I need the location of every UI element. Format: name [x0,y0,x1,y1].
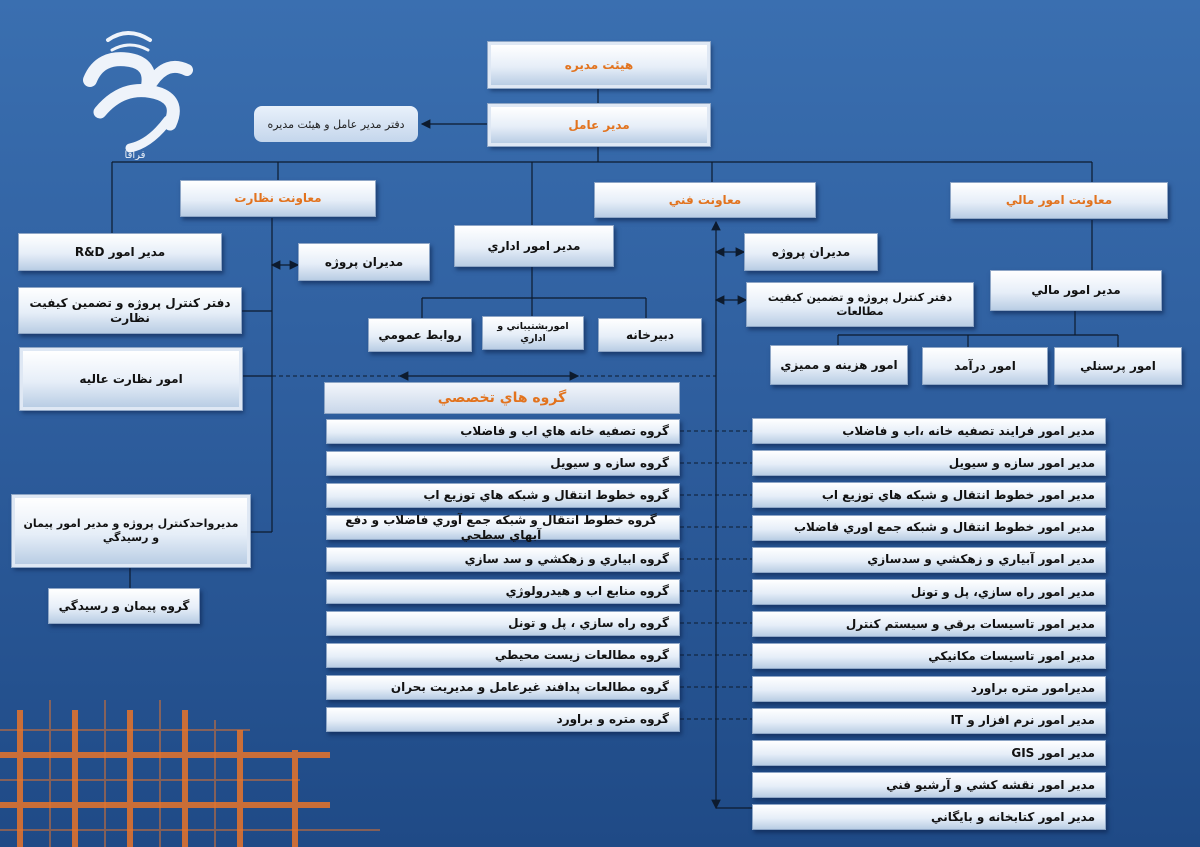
high-supervision-label: امور نظارت عاليه [79,371,183,386]
ceo-office-box[interactable] [254,106,418,142]
logo-text: فرافا [124,150,146,160]
technical-manager-item[interactable] [752,482,1106,508]
specialist-group-item[interactable] [326,707,680,732]
support-admin-label: اموربشتيباني و اداري [497,321,569,344]
specialist-group-item[interactable] [326,579,680,604]
specialist-group-label: گروه خطوط انتقال و شبكه جمع آوري فاضلاب و دفع آبهاي سطحي [345,512,657,542]
technical-manager-item[interactable] [752,611,1106,637]
contract-manager-label: مديرواحدكنترل پروژه و مدير امور پيمان و رسيدگي [23,517,239,544]
technical-manager-item[interactable] [752,676,1106,702]
specialist-group-label: گروه خطوط انتقال و شبكه هاي توزيع اب [423,488,669,502]
company-logo [60,20,210,160]
deputy-supervision-label: معاونت نظارت [234,191,322,205]
ceo-label: مدير عامل [568,117,630,132]
technical-manager-label: مدير امور GIS [1011,745,1095,760]
public-relations-label: روابط عمومي [378,327,462,342]
personnel-box[interactable] [1054,347,1182,385]
technical-manager-label: مدير امور تاسيسات مكانيكي [928,648,1095,663]
specialist-group-label: گروه تصفيه خانه هاي اب و فاضلاب [460,424,669,438]
specialist-group-label: گروه سازه و سيويل [550,456,669,470]
specialist-group-item[interactable] [326,512,680,542]
specialist-group-item[interactable] [326,483,680,508]
technical-project-managers-box[interactable] [744,233,878,271]
specialist-group-label: گروه مطالعات زيست محيطي [494,648,669,662]
technical-manager-label: مدير امور راه سازي، پل و تونل [910,584,1095,599]
technical-manager-label: مدير امور تاسيسات برقي و سيستم كنترل [845,616,1095,631]
technical-manager-item[interactable] [752,772,1106,798]
specialist-group-label: گروه منابع اب و هيدرولوژي [505,584,669,598]
specialist-groups-title: گروه هاي تخصصي [437,390,567,406]
deputy-finance-box[interactable] [950,182,1168,219]
support-admin-box[interactable] [482,316,584,350]
deputy-finance-label: معاونت امور مالي [1005,193,1113,207]
contract-manager-box[interactable] [12,495,250,567]
specialist-group-item[interactable] [326,419,680,444]
technical-manager-item[interactable] [752,579,1106,605]
contract-group-label: گروه پيمان و رسيدگي [58,598,190,613]
technical-manager-label: مدير امور خطوط انتقال و شبكه جمع اوري فاضلاب [793,520,1095,535]
contract-group-box[interactable] [48,588,200,624]
technical-manager-item[interactable] [752,450,1106,476]
specialist-group-label: گروه ابياري و زهكشي و سد سازي [464,552,669,566]
high-supervision-box[interactable] [20,348,242,410]
technical-qc-studies-box[interactable] [746,282,974,327]
deputy-technical-label: معاونت فني [668,192,742,207]
specialist-group-label: گروه متره و براورد [556,712,669,726]
deputy-supervision-box[interactable] [180,180,376,217]
specialist-group-item[interactable] [326,643,680,668]
public-relations-box[interactable] [368,318,472,352]
technical-manager-item[interactable] [752,643,1106,669]
specialist-group-item[interactable] [326,451,680,476]
technical-manager-item[interactable] [752,740,1106,766]
supervision-qc-office-box[interactable] [18,287,242,334]
income-box[interactable] [922,347,1048,385]
technical-manager-label: مدير امور فرايند تصفيه خانه ،اب و فاضلاب [842,423,1095,438]
rnd-manager-label: مدير امور R&D [74,244,166,259]
deputy-technical-box[interactable] [594,182,816,218]
specialist-group-label: گروه مطالعات پدافند غيرعامل و مديريت بحران [390,680,669,694]
supervision-qc-office-label: دفتر كنترل پروژه و تضمين كيفيت نظارت [29,295,231,325]
finance-manager-label: مدير امور مالي [1031,283,1121,297]
technical-manager-label: مدير امور نرم افزار و IT [950,713,1095,728]
technical-qc-studies-label: دفتر كنترل پروژه و تضمين كيفيت مطالعات [767,290,953,318]
technical-manager-label: مديرامور متره براورد [970,681,1095,696]
specialist-group-item[interactable] [326,547,680,572]
technical-manager-label: مدير امور نقشه كشي و آرشيو فني [886,777,1095,792]
admin-manager-box[interactable] [454,225,614,267]
supervision-project-managers-box[interactable] [298,243,430,281]
technical-manager-item[interactable] [752,418,1106,444]
board-of-directors-box[interactable] [488,42,710,88]
technical-manager-item[interactable] [752,515,1106,541]
specialist-group-item[interactable] [326,675,680,700]
finance-manager-box[interactable] [990,270,1162,311]
specialist-group-item[interactable] [326,611,680,636]
supervision-project-managers-label: مديران پروژه [324,254,404,269]
secretariat-label: دبيرخانه [626,327,674,342]
costs-audit-box[interactable] [770,345,908,385]
technical-manager-item[interactable] [752,708,1106,734]
income-label: امور درآمد [954,358,1016,373]
specialist-groups-header [324,382,680,414]
technical-manager-item[interactable] [752,547,1106,573]
technical-manager-label: مدير امور آبياري و زهكشي و سدسازي [867,552,1095,567]
ceo-office-label: دفتر مدير عامل و هيئت مديره [267,117,405,131]
personnel-label: امور پرسنلي [1080,358,1156,373]
costs-audit-label: امور هزينه و مميزي [780,357,898,372]
rnd-manager-box[interactable] [18,233,222,271]
ceo-box[interactable] [488,104,710,146]
board-label: هيئت مديره [564,57,634,72]
admin-manager-label: مدير امور اداري [487,238,581,253]
specialist-group-label: گروه راه سازي ، پل و تونل [508,616,669,630]
technical-manager-label: مدير امور كتابخانه و بايگاني [931,809,1095,824]
technical-manager-item[interactable] [752,804,1106,830]
technical-manager-label: مدير امور خطوط انتقال و شبكه هاي توزيع اب [821,487,1095,502]
secretariat-box[interactable] [598,318,702,352]
technical-project-managers-label: مديران پروژه [771,244,851,259]
technical-manager-label: مدير امور سازه و سيويل [948,455,1095,470]
